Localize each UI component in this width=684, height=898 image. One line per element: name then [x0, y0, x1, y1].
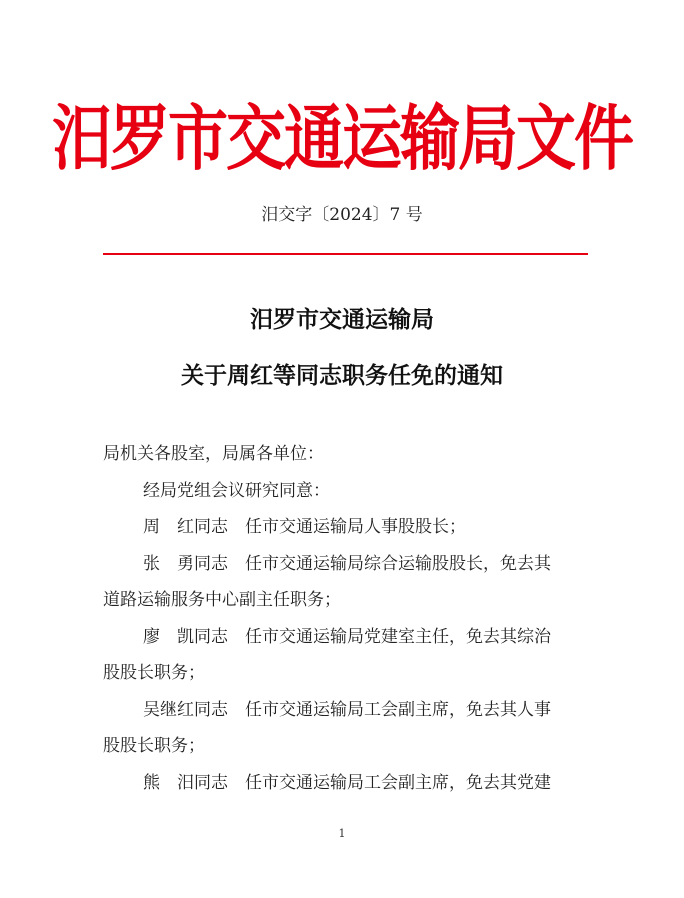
appointment-line: 吴继红同志 任市交通运输局工会副主席，免去其人事 [143, 700, 551, 720]
appointment-line: 熊 汨同志 任市交通运输局工会副主席，免去其党建 [143, 773, 551, 793]
appointment-line: 廖 凯同志 任市交通运输局党建室主任，免去其综治 [143, 627, 551, 647]
appointment-line: 股股长职务； [103, 663, 205, 683]
appointment-line: 张 勇同志 任市交通运输局综合运输股股长，免去其 [143, 554, 551, 574]
notice-body [103, 442, 588, 802]
red-separator-line [103, 253, 588, 255]
issuing-authority-header: 汨罗市交通运输局文件 [52, 97, 632, 181]
document-number: 汨交字〔2024〕7 号 [261, 205, 423, 225]
intro-paragraph: 经局党组会议研究同意： [143, 481, 330, 501]
salutation: 局机关各股室，局属各单位： [103, 444, 324, 464]
notice-title-line-2: 关于周红等同志职务任免的通知 [181, 363, 503, 389]
notice-title-line-1: 汨罗市交通运输局 [250, 307, 434, 333]
appointment-line: 周 红同志 任市交通运输局人事股股长； [143, 517, 466, 537]
page-number: 1 [338, 827, 346, 840]
appointment-line: 股股长职务； [103, 736, 205, 756]
appointment-line: 道路运输服务中心副主任职务； [103, 590, 341, 610]
